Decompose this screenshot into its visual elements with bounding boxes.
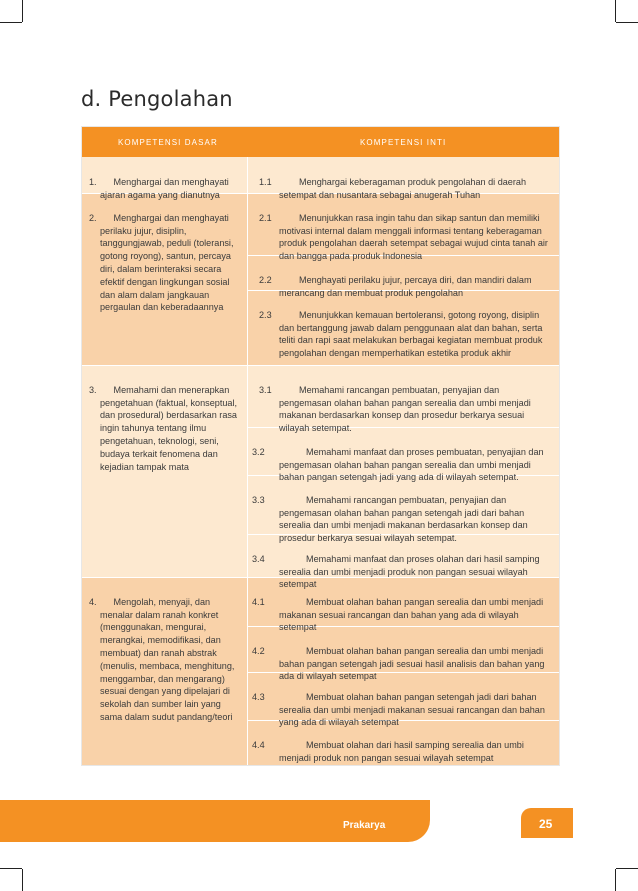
kd-number: 1. [89,176,97,187]
crop-mark [0,868,22,869]
ki-cell-2-3 [259,296,549,360]
ki-cell-4-4 [252,726,549,764]
ki-number: 3.2 [252,446,265,457]
kd-text: Menghargai dan menghayati ajaran agama yang dianutnya [100,176,229,200]
kd-cell-4 [89,583,241,724]
ki-text: Membuat olahan dari hasil samping serealia dan umbi menjadi produk non pangan sesuai wilayah setempat [279,739,524,763]
ki-text: Memahami manfaat dan proses pembuatan, penyajian dan pengemasan olahan bahan pangan serealia dan umbi menjadi bahan pangan setengah jadi yang ada di wilayah setempat. [279,446,544,483]
crop-mark [0,22,22,23]
ki-number: 4.4 [252,739,265,750]
crop-mark [22,0,23,22]
competency-table [81,126,560,766]
kd-text: Mengolah, menyaji, dan menalar dalam ranah konkret (menggunakan, mengurai, merangkai, memodifikasi, dan membuat) dan ranah abstrak (menulis, membaca, menghitung, menggambar, dan mengarang) sesuai dengan yang dipelajari di sekolah dan sumber lain yang sama dalam sudut pandang/teori [100,596,235,722]
section-title: d. Pengolahan [81,87,233,111]
ki-number: 2.2 [259,274,272,285]
crop-mark [616,868,638,869]
crop-mark [22,869,23,891]
kd-cell-2 [89,199,241,314]
ki-text: Membuat olahan bahan pangan setengah jadi dari bahan serealia dan umbi menjadi makanan sesuai rancangan dan bahan yang ada di wilayah setempat [279,691,545,728]
ki-text: Memahami manfaat dan proses olahan dari hasil samping serealia dan umbi menjadi produk non pangan sesuai wilayah setempat [279,553,540,590]
ki-text: Membuat olahan bahan pangan serealia dan umbi menjadi makanan sesuai rancangan dan bahan yang ada di wilayah setempat [279,596,544,633]
ki-cell-2-2 [259,261,549,299]
ki-text: Memahami rancangan pembuatan, penyajian dan pengemasan olahan bahan pangan serealia dan umbi menjadi makanan berdasarkan konsep dan prosedur berkarya sesuai wilayah setempat. [279,384,531,434]
ki-number: 3.1 [259,384,272,395]
ki-number: 1.1 [259,176,272,187]
ki-number: 4.3 [252,691,265,702]
ki-cell-1-1 [259,163,549,201]
crop-mark [616,22,638,23]
page-number: 25 [539,817,553,831]
ki-text: Menghayati perilaku jujur, percaya diri, dan mandiri dalam merancang dan membuat produk pengolahan [279,274,532,298]
ki-cell-4-3 [252,678,549,729]
ki-text: Membuat olahan bahan pangan serealia dan umbi menjadi bahan pangan setengah jadi sesuai hasil analisis dan bahan yang ada di wilayah setempat [279,645,545,682]
kd-number: 2. [89,212,97,223]
column-divider [247,157,248,765]
row-divider [82,365,559,366]
ki-text: Menunjukkan rasa ingin tahu dan sikap santun dan memiliki motivasi internal dalam menggali informasi tentang keberagaman produk pengolahan daerah setempat sebagai wujud cinta tanah air dan bangga pada produk Indonesia [279,212,548,262]
ki-number: 3.4 [252,553,265,564]
header-kompetensi-dasar: KOMPETENSI DASAR [118,138,218,147]
kd-text: Memahami dan menerapkan pengetahuan (faktual, konseptual, dan prosedural) berdasarkan rasa ingin tahunya tentang ilmu pengetahuan, teknologi, seni, budaya terkait fenomena dan kejadian tampak mata [100,384,238,472]
ki-cell-3-3 [252,481,549,545]
kd-number: 3. [89,384,97,395]
ki-text: Menunjukkan kemauan bertoleransi, gotong royong, disiplin dan bertanggung jawab dalam penggunaan alat dan bahan, serta teliti dan rapi saat melakukan berbagai kegiatan membuat produk pengolahan dengan memperhatikan estetika produk akhir [279,309,543,359]
kd-cell-1 [89,163,241,201]
crop-mark [615,0,616,22]
ki-number: 4.2 [252,645,265,656]
kd-number: 4. [89,596,97,607]
ki-cell-3-2 [252,433,549,484]
ki-cell-2-1 [259,199,549,263]
ki-cell-3-1 [259,371,549,435]
ki-cell-4-2 [252,632,549,683]
ki-text: Menghargai keberagaman produk pengolahan di daerah setempat dan nusantara sebagai anugerah Tuhan [279,176,527,200]
header-kompetensi-inti: KOMPETENSI INTI [360,138,447,147]
ki-number: 2.3 [259,309,272,320]
ki-text: Memahami rancangan pembuatan, penyajian dan pengemasan olahan bahan pangan setengah jadi dari bahan serealia dan umbi menjadi makanan berdasarkan konsep dan prosedur berkarya sesuai wilayah setempat. [279,494,528,544]
ki-cell-4-1 [252,583,549,634]
ki-number: 2.1 [259,212,272,223]
kd-text: Menghargai dan menghayati perilaku jujur, disiplin, tanggungjawab, peduli (toleransi, gotong royong), santun, percaya diri, dalam berinteraksi secara efektif dengan lingkungan sosial dan alam dalam jangkauan pergaulan dan keberadaannya [100,212,234,313]
crop-mark [615,869,616,891]
ki-number: 3.3 [252,494,265,505]
ki-number: 4.1 [252,596,265,607]
kd-cell-3 [89,371,241,473]
footer-book-title: Prakarya [343,820,386,831]
table-header [82,127,559,157]
